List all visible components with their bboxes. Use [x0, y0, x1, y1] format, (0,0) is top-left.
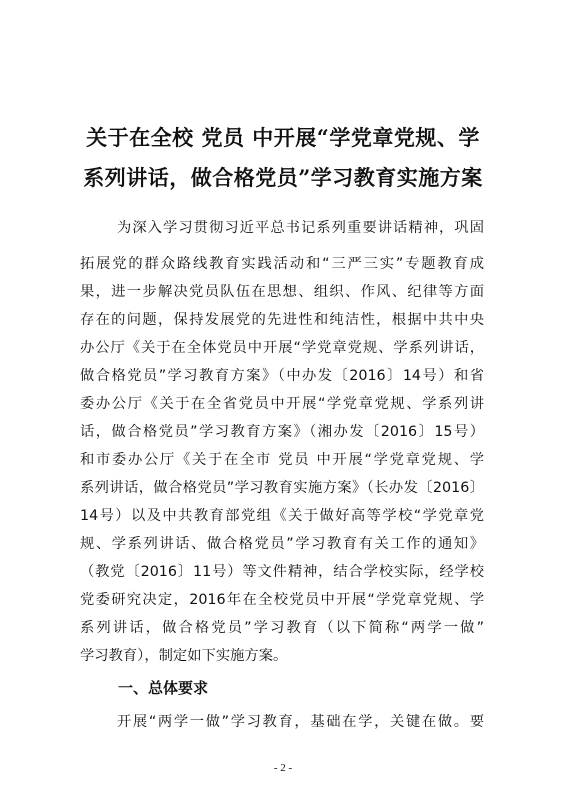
document-title-line-2: 系列讲话，做合格党员”学习教育实施方案 [83, 165, 483, 190]
paragraph-line: 系列讲话，做合格党员”学习教育实施方案》（长办发〔2016〕 [80, 480, 484, 496]
paragraph-line: 党委研究决定，2016年在全校党员中开展“学党章党规、学 [80, 592, 484, 608]
paragraph-line: 存在的问题，保持发展党的先进性和纯洁性，根据中共中央 [80, 312, 484, 328]
paragraph-line: 做合格党员”学习教育方案》（中办发〔2016〕14号）和省 [80, 368, 484, 384]
paragraph-line: 学习教育），制定如下实施方案。 [80, 648, 288, 664]
paragraph-line: 开展“两学一做”学习教育，基础在学，关键在做。要 [117, 714, 484, 730]
paragraph-line: 和市委办公厅《关于在全市 党员 中开展“学党章党规、学 [80, 452, 484, 468]
paragraph-line: 果，进一步解决党员队伍在思想、组织、作风、纪律等方面 [80, 284, 484, 300]
document-title-line-1: 关于在全校 党员 中开展“学党章党规、学 [86, 125, 480, 150]
page-number: - 2 - [273, 762, 293, 774]
paragraph-line: 系列讲话，做合格党员”学习教育（以下简称“两学一做” [80, 620, 484, 636]
section-heading: 一、总体要求 [118, 679, 209, 697]
paragraph-line: 委办公厅《关于在全省党员中开展“学党章党规、学系列讲 [80, 396, 484, 412]
paragraph-line: 办公厅《关于在全体党员中开展“学党章党规、学系列讲话， [80, 340, 484, 356]
paragraph-line: 规、学系列讲话、做合格党员”学习教育有关工作的通知》 [80, 536, 484, 552]
paragraph-line: 为深入学习贯彻习近平总书记系列重要讲话精神，巩固 [117, 220, 484, 236]
paragraph-line: （教党〔2016〕11号）等文件精神，结合学校实际，经学校 [80, 564, 484, 580]
paragraph-line: 拓展党的群众路线教育实践活动和“三严三实”专题教育成 [80, 256, 484, 272]
paragraph-line: 话，做合格党员”学习教育方案》（湘办发〔2016〕15号） [80, 424, 484, 440]
paragraph-line: 14号）以及中共教育部党组《关于做好高等学校“学党章党 [80, 508, 484, 524]
